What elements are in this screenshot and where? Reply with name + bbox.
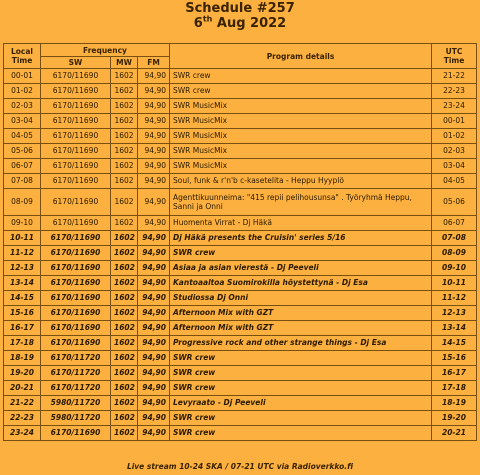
cell-mw: 1602 [111,159,138,174]
col-header-utc-time: UTC Time [432,44,477,69]
cell-utc-time: 10-11 [432,276,477,291]
cell-utc-time: 12-13 [432,306,477,321]
cell-utc-time: 18-19 [432,396,477,411]
cell-local-time: 02-03 [4,99,41,114]
cell-program: SWR MusicMix [170,99,432,114]
cell-utc-time: 01-02 [432,129,477,144]
cell-program: SWR crew [170,246,432,261]
cell-mw: 1602 [111,114,138,129]
schedule-title: Schedule #257 [185,1,295,16]
col-header-frequency: Frequency [41,44,170,57]
cell-mw: 1602 [111,306,138,321]
cell-sw: 6170/11690 [41,291,111,306]
cell-utc-time: 06-07 [432,216,477,231]
cell-mw: 1602 [111,366,138,381]
cell-utc-time: 19-20 [432,411,477,426]
cell-utc-time: 11-12 [432,291,477,306]
table-row [4,216,477,231]
cell-local-time: 00-01 [4,69,41,84]
cell-program: SWR MusicMix [170,114,432,129]
cell-fm: 94,90 [138,381,170,396]
cell-program: Levyraato - Dj Peeveli [170,396,432,411]
cell-fm: 94,90 [138,189,170,216]
table-row [4,84,477,99]
cell-program: Agenttikuunneima: "415 repii pelihousunsa" . Työryhmä Heppu, Sanni ja Onni [170,189,432,216]
cell-program: SWR crew [170,351,432,366]
col-header-local-time: Local Time [4,44,41,69]
cell-mw: 1602 [111,99,138,114]
table-row [4,381,477,396]
cell-mw: 1602 [111,129,138,144]
cell-mw: 1602 [111,69,138,84]
cell-local-time: 10-11 [4,231,41,246]
cell-local-time: 16-17 [4,321,41,336]
table-row [4,396,477,411]
cell-mw: 1602 [111,426,138,441]
cell-local-time: 13-14 [4,276,41,291]
cell-fm: 94,90 [138,69,170,84]
cell-sw: 6170/11690 [41,231,111,246]
table-row [4,411,477,426]
cell-fm: 94,90 [138,216,170,231]
cell-fm: 94,90 [138,129,170,144]
cell-local-time: 19-20 [4,366,41,381]
cell-program: Huomenta Virrat - Dj Häkä [170,216,432,231]
table-row [4,336,477,351]
cell-utc-time: 20-21 [432,426,477,441]
cell-sw: 5980/11720 [41,396,111,411]
cell-sw: 6170/11690 [41,129,111,144]
cell-fm: 94,90 [138,144,170,159]
cell-program: Dj Häkä presents the Cruisin' series 5/16 [170,231,432,246]
cell-program: SWR MusicMix [170,159,432,174]
cell-program: SWR MusicMix [170,144,432,159]
cell-local-time: 17-18 [4,336,41,351]
cell-local-time: 15-16 [4,306,41,321]
cell-mw: 1602 [111,291,138,306]
cell-mw: 1602 [111,84,138,99]
cell-local-time: 06-07 [4,159,41,174]
table-row [4,321,477,336]
cell-mw: 1602 [111,189,138,216]
cell-utc-time: 08-09 [432,246,477,261]
cell-local-time: 07-08 [4,174,41,189]
cell-sw: 6170/11690 [41,84,111,99]
cell-fm: 94,90 [138,231,170,246]
cell-mw: 1602 [111,246,138,261]
date-month-year: Aug 2022 [212,16,287,31]
cell-fm: 94,90 [138,351,170,366]
cell-utc-time: 23-24 [432,99,477,114]
cell-mw: 1602 [111,261,138,276]
cell-mw: 1602 [111,231,138,246]
cell-program: Soul, funk & r'n'b c-kasetelita - Heppu Hyyplö [170,174,432,189]
cell-utc-time: 07-08 [432,231,477,246]
cell-fm: 94,90 [138,396,170,411]
table-row [4,174,477,189]
table-row [4,129,477,144]
cell-fm: 94,90 [138,276,170,291]
cell-sw: 6170/11690 [41,69,111,84]
cell-mw: 1602 [111,396,138,411]
cell-sw: 6170/11690 [41,306,111,321]
cell-fm: 94,90 [138,366,170,381]
cell-program: SWR crew [170,411,432,426]
cell-local-time: 08-09 [4,189,41,216]
cell-fm: 94,90 [138,291,170,306]
cell-utc-time: 14-15 [432,336,477,351]
cell-local-time: 12-13 [4,261,41,276]
cell-mw: 1602 [111,381,138,396]
cell-sw: 6170/11690 [41,426,111,441]
cell-mw: 1602 [111,351,138,366]
cell-utc-time: 17-18 [432,381,477,396]
cell-local-time: 18-19 [4,351,41,366]
cell-mw: 1602 [111,216,138,231]
cell-sw: 6170/11690 [41,159,111,174]
col-header-sw: SW [41,57,111,69]
cell-sw: 6170/11690 [41,216,111,231]
cell-fm: 94,90 [138,84,170,99]
cell-fm: 94,90 [138,246,170,261]
table-row [4,426,477,441]
cell-program: Afternoon Mix with GZT [170,306,432,321]
cell-program: Asiaa ja asian vierestä - Dj Peeveli [170,261,432,276]
table-row [4,114,477,129]
table-row [4,276,477,291]
schedule-table [3,43,477,441]
cell-sw: 6170/11690 [41,261,111,276]
cell-fm: 94,90 [138,306,170,321]
cell-fm: 94,90 [138,321,170,336]
cell-fm: 94,90 [138,174,170,189]
cell-sw: 6170/11690 [41,144,111,159]
cell-program: SWR crew [170,381,432,396]
cell-sw: 5980/11720 [41,411,111,426]
cell-program: SWR crew [170,426,432,441]
cell-fm: 94,90 [138,411,170,426]
cell-utc-time: 22-23 [432,84,477,99]
col-header-fm: FM [138,57,170,69]
col-header-mw: MW [111,57,138,69]
cell-fm: 94,90 [138,99,170,114]
cell-sw: 6170/11690 [41,321,111,336]
cell-sw: 6170/11690 [41,174,111,189]
cell-sw: 6170/11720 [41,351,111,366]
table-row [4,189,477,216]
cell-mw: 1602 [111,321,138,336]
footer-stream-info: Live stream 10-24 SKA / 07-21 UTC via Radioverkko.fi [126,462,354,471]
cell-program: SWR MusicMix [170,129,432,144]
cell-program: SWR crew [170,69,432,84]
cell-utc-time: 04-05 [432,174,477,189]
cell-fm: 94,90 [138,336,170,351]
cell-sw: 6170/11690 [41,114,111,129]
cell-sw: 6170/11720 [41,366,111,381]
cell-utc-time: 02-03 [432,144,477,159]
cell-program: SWR crew [170,366,432,381]
table-row [4,144,477,159]
cell-local-time: 23-24 [4,426,41,441]
cell-program: Progressive rock and other strange things - Dj Esa [170,336,432,351]
table-row [4,231,477,246]
cell-local-time: 01-02 [4,84,41,99]
cell-local-time: 09-10 [4,216,41,231]
cell-local-time: 04-05 [4,129,41,144]
cell-local-time: 11-12 [4,246,41,261]
date-suffix: th [202,14,213,24]
cell-fm: 94,90 [138,159,170,174]
table-row [4,366,477,381]
table-row [4,99,477,114]
cell-fm: 94,90 [138,261,170,276]
table-row [4,159,477,174]
cell-utc-time: 00-01 [432,114,477,129]
table-row [4,306,477,321]
cell-mw: 1602 [111,336,138,351]
table-row [4,246,477,261]
cell-mw: 1602 [111,411,138,426]
table-row [4,291,477,306]
col-header-program: Program details [170,44,432,69]
cell-utc-time: 03-04 [432,159,477,174]
cell-fm: 94,90 [138,426,170,441]
cell-fm: 94,90 [138,114,170,129]
cell-local-time: 22-23 [4,411,41,426]
table-row [4,69,477,84]
cell-program: Studiossa Dj Onni [170,291,432,306]
cell-mw: 1602 [111,276,138,291]
cell-local-time: 14-15 [4,291,41,306]
date-day: 6 [193,16,203,31]
table-row [4,261,477,276]
cell-utc-time: 09-10 [432,261,477,276]
cell-utc-time: 13-14 [432,321,477,336]
cell-sw: 6170/11720 [41,381,111,396]
cell-sw: 6170/11690 [41,246,111,261]
cell-sw: 6170/11690 [41,336,111,351]
cell-utc-time: 15-16 [432,351,477,366]
cell-sw: 6170/11690 [41,189,111,216]
cell-sw: 6170/11690 [41,99,111,114]
cell-utc-time: 21-22 [432,69,477,84]
cell-utc-time: 05-06 [432,189,477,216]
cell-utc-time: 16-17 [432,366,477,381]
cell-mw: 1602 [111,144,138,159]
cell-local-time: 03-04 [4,114,41,129]
cell-program: SWR crew [170,84,432,99]
cell-sw: 6170/11690 [41,276,111,291]
cell-mw: 1602 [111,174,138,189]
cell-local-time: 21-22 [4,396,41,411]
cell-program: Afternoon Mix with GZT [170,321,432,336]
cell-local-time: 05-06 [4,144,41,159]
cell-program: Kantoaaltoa Suomirokilla höystettynä - Dj Esa [170,276,432,291]
cell-local-time: 20-21 [4,381,41,396]
table-row [4,351,477,366]
schedule-date [0,16,480,31]
